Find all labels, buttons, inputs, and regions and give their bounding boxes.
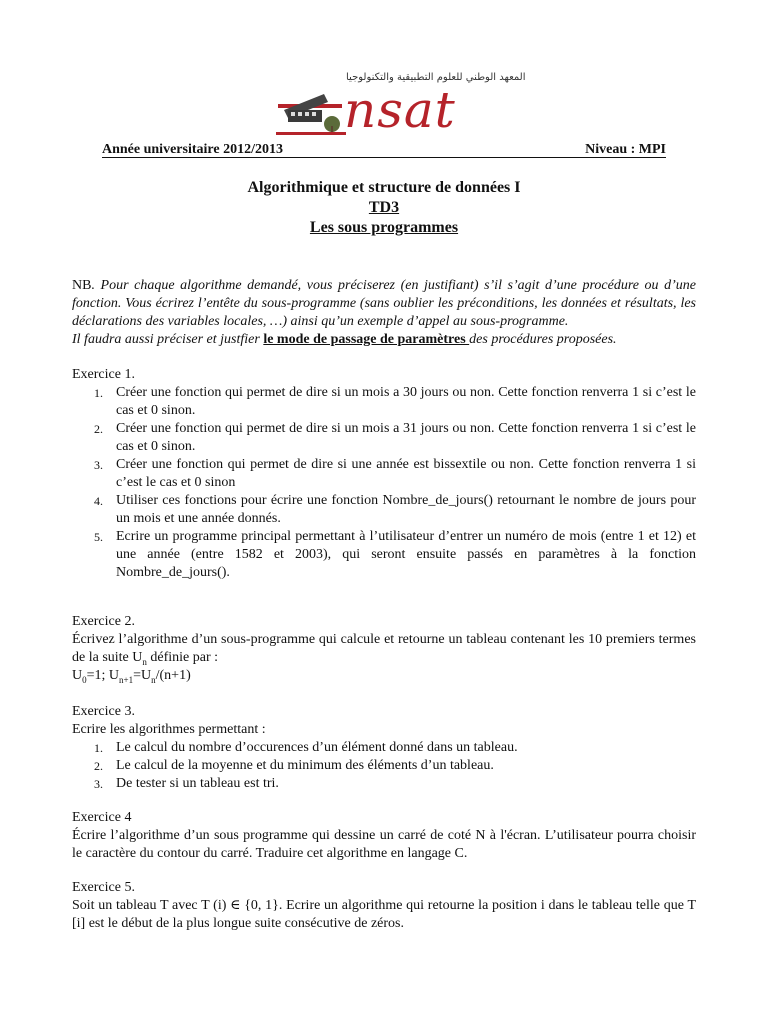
exercise-5 [72,879,696,933]
logo-arabic-text: المعهد الوطني للعلوم التطبيقية والتكنولوجيا [346,72,526,83]
list-item: 4. Utiliser ces fonctions pour écrire une fonction Nombre_de_jours() retournant le nombre de jours pour un mois et une année donnés. [94,493,696,526]
exercise-5-text: Soit un tableau T avec T (i) ∈ {0, 1}. Ecrire un algorithme qui retourne la position i dans le tableau telle que T [i] est le début de la plus longue suite consécutive de zéros. [72,898,696,931]
list-item: 1. Créer une fonction qui permet de dire si un mois a 30 jours ou non. Cette fonction renverra 1 si c’est le cas et 0 sinon. [94,385,696,418]
exercise-3-list [72,739,696,793]
exercise-2-text: Écrivez l’algorithme d’un sous-programme qui calcule et retourne un tableau contenant les 10 premiers termes de la suite $U_n$ définie par : [72,632,696,667]
exercise-3 [72,703,696,793]
header-underline [102,157,666,158]
exercise-2-title: Exercice 2. [72,614,135,629]
exercise-2 [72,613,696,685]
logo-building-icon [276,80,346,136]
list-item: 3. Créer une fonction qui permet de dire si une année est bissextile ou non. Cette fonction renverra 1 si c’est le cas et 0 sinon [94,457,696,490]
nb-label: NB [72,278,92,293]
logo-wordmark: nsat [344,81,456,139]
list-item: 5. Ecrire un programme principal permettant à l’utilisateur d’entrer un numéro de mois (entre 1 et 12) et une année (entre 1582 et 2003), qui seront ensuite passés en paramètres à la fonction Nombre_de_jours(). [94,529,696,580]
exercise-4-text: Écrire l’algorithme d’un sous programme qui dessine un carré de coté N à l'écran. L’utilisateur pourra choisir le caractère du contour du carré. Traduire cet algorithme en langage C. [72,828,696,861]
nb-text-2a: Il faudra aussi préciser et justfier [72,332,264,347]
header-line [102,141,666,161]
nb-key-phrase: le mode de passage de paramètres [263,332,470,347]
exercise-3-title: Exercice 3. [72,704,135,719]
exercise-4-title: Exercice 4 [72,810,132,825]
level: Niveau : MPI [585,142,666,157]
exercise-4 [72,809,696,863]
exercise-3-intro: Ecrire les algorithmes permettant : [72,722,266,737]
exercise-5-title: Exercice 5. [72,880,135,895]
nb-text: . Pour chaque algorithme demandé, vous préciserez (en justifiant) s’il s’agit d’une procédure ou d’une fonction. Vous écrirez l’entête du sous-programme (sans oublier les préconditions, les données et résultats, les déclarations des variables locales, …) ainsi qu’un exemple d’appel au sous-programme. [72,278,696,329]
list-item: 2. Créer une fonction qui permet de dire si un mois a 31 jours ou non. Cette fonction renverra 1 si c’est le cas et 0 sinon. [94,421,696,454]
exercise-2-formula: $U_0=1$; $U_{n+1}=U_n/(n+1)$ [72,668,191,685]
nb-text-2b: des procédures proposées. [469,332,617,347]
list-item: 3. De tester si un tableau est tri. [94,776,279,791]
topic-title: Les sous programmes [309,219,459,236]
academic-year: Année universitaire 2012/2013 [102,142,283,157]
nb-paragraph [72,277,696,349]
list-item: 1. Le calcul du nombre d’occurences d’un élément donné dans un tableau. [94,740,518,755]
title-block [0,178,768,238]
insat-logo [276,72,526,139]
exercise-1-list [72,384,696,582]
course-title: Algorithmique et structure de données I [247,179,521,196]
td-title: TD3 [368,199,400,216]
exercise-1 [72,366,696,582]
list-item: 2. Le calcul de la moyenne et du minimum des éléments d’un tableau. [94,758,494,773]
exercise-1-title: Exercice 1. [72,367,135,382]
